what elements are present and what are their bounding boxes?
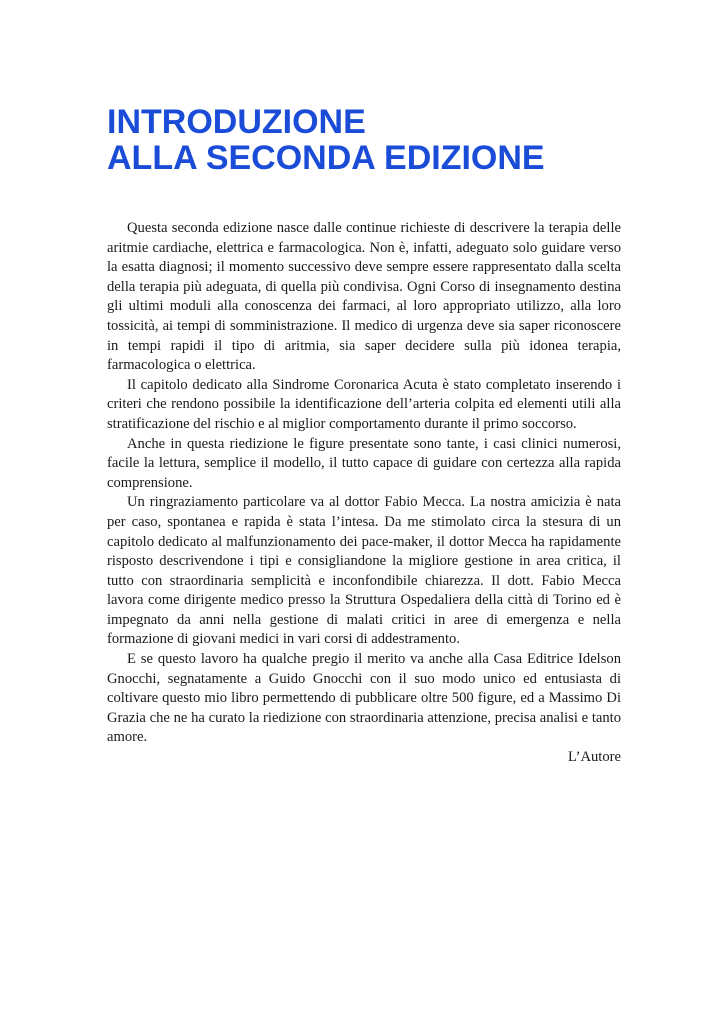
paragraph-2: Il capitolo dedicato alla Sindrome Coronarica Acuta è stato completato inserendo i criteri che rendono possibile la identificazione dell’arteria colpita ed elementi utili alla stratificazione del rischio e al miglior comportamento durante il primo soccorso. <box>107 376 621 432</box>
paragraph-5: E se questo lavoro ha qualche pregio il merito va anche alla Casa Editrice Idelson Gnocchi, segnatamente a Guido Gnocchi con il suo modo unico ed entusiasta di coltivare questo mio libro permettendo di pubblicare oltre 500 figure, ed a Massimo Di Grazia che ne ha curato la riedizione con straordinaria attenzione, precisa analisi e tanto amore. <box>107 651 621 746</box>
title-line-1: INTRODUZIONE <box>107 103 366 141</box>
paragraph-1: Questa seconda edizione nasce dalle continue richieste di descrivere la terapia delle aritmie cardiache, elettrica e farmacologica. Non è, infatti, adeguato solo guidare verso la esatta diagnosi; il momento successivo deve sempre essere rappresentato dalla scelta della terapia più adeguata, di quella più condivisa. Ogni Corso di insegnamento destina gli ultimi moduli alla conoscenza dei farmaci, al loro appropriato utilizzo, alla loro tossicità, ai tempi di somministrazione. Il medico di urgenza deve sia saper riconoscere in tempi rapidi il tipo di aritmia, sia saper decidere sulla più idonea terapia, farmacologica o elettrica. <box>107 220 621 374</box>
paragraph-4: Un ringraziamento particolare va al dottor Fabio Mecca. La nostra amicizia è nata per caso, spontanea e rapida è stata l’intesa. Da me stimolato circa la stesura di un capitolo dedicato al malfunzionamento dei pace-maker, il dottor Mecca ha rapidamente risposto descrivendone i tipi e consigliandone la migliore gestione in area critica, il tutto con straordinaria semplicità e inconfondibile chiarezza. Il dott. Fabio Mecca lavora come dirigente medico presso la Struttura Ospedaliera della città di Torino ed è impegnato da anni nella gestione di malati critici in aree di emergenza e nella formazione di giovani medici in vari corsi di addestramento. <box>107 494 621 648</box>
paragraph-3: Anche in questa riedizione le figure presentate sono tante, i casi clinici numerosi, facile la lettura, semplice il modello, il tutto capace di guidare con certezza alla rapida comprensione. <box>107 435 621 491</box>
author-signature: L’Autore <box>568 749 621 766</box>
body-text <box>107 219 621 768</box>
title-line-2: ALLA SECONDA EDIZIONE <box>107 139 545 177</box>
page-title <box>107 104 627 176</box>
